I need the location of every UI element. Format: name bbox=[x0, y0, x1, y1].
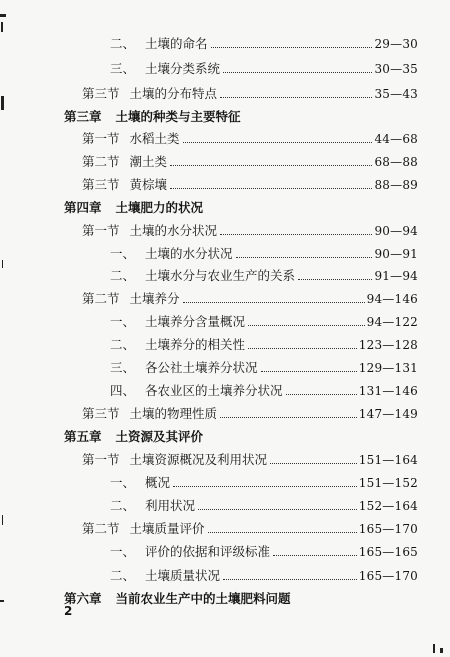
dot-leader bbox=[270, 463, 357, 464]
toc-entry-label: 二、 bbox=[110, 568, 136, 583]
toc-entry bbox=[110, 383, 418, 399]
toc-entry-label: 一、 bbox=[110, 475, 136, 490]
toc-entry-title: 各农业区的土壤养分状况 bbox=[145, 383, 283, 398]
toc-entry-pages: 29—30 bbox=[374, 37, 418, 51]
toc-entry-label: 二、 bbox=[110, 268, 136, 283]
toc-entry-label: 一、 bbox=[110, 314, 136, 329]
scan-mark bbox=[1, 96, 4, 110]
dot-leader bbox=[198, 509, 357, 510]
toc-entry-title: 土壤肥力的状况 bbox=[115, 200, 204, 215]
scan-mark bbox=[440, 648, 443, 653]
toc-entry-title: 潮土类 bbox=[129, 154, 168, 169]
toc-entry bbox=[82, 223, 418, 239]
dot-leader bbox=[236, 257, 373, 258]
toc-entry-pages: 165—170 bbox=[358, 569, 418, 583]
toc-entry-title: 土壤养分的相关性 bbox=[145, 337, 246, 352]
toc-entry-label: 第三节 bbox=[82, 177, 120, 192]
scan-mark bbox=[0, 600, 4, 602]
toc-entry-pages: 88—89 bbox=[374, 178, 418, 192]
scan-mark bbox=[1, 22, 3, 32]
toc-entry-title: 土壤的种类与主要特征 bbox=[115, 109, 241, 124]
dot-leader bbox=[211, 47, 373, 48]
toc-entry-label: 四、 bbox=[110, 383, 136, 398]
toc-entry bbox=[82, 406, 418, 422]
toc-entry bbox=[110, 337, 418, 353]
toc-entry-pages: 147—149 bbox=[358, 407, 418, 421]
toc-entry-pages: 131—146 bbox=[358, 384, 418, 398]
toc-entry-pages: 35—43 bbox=[374, 87, 418, 101]
toc-chapter-heading bbox=[64, 429, 203, 445]
toc-entry-label: 第二节 bbox=[82, 291, 120, 306]
toc-entry bbox=[110, 568, 418, 584]
dot-leader bbox=[208, 532, 357, 533]
toc-entry-title: 土壤分类系统 bbox=[145, 61, 221, 76]
toc-entry bbox=[110, 544, 418, 560]
toc-entry-label: 第一节 bbox=[82, 131, 120, 146]
dot-leader bbox=[183, 302, 365, 303]
toc-entry bbox=[82, 452, 418, 468]
toc-entry bbox=[110, 360, 418, 376]
scan-mark bbox=[0, 14, 6, 17]
toc-entry bbox=[82, 521, 418, 537]
toc-entry bbox=[110, 246, 418, 262]
dot-leader bbox=[220, 417, 357, 418]
toc-entry-title: 各公社土壤养分状况 bbox=[145, 360, 258, 375]
dot-leader bbox=[286, 394, 357, 395]
toc-entry-pages: 91—94 bbox=[374, 269, 418, 283]
toc-entry-title: 黄棕壤 bbox=[129, 177, 168, 192]
dot-leader bbox=[173, 486, 357, 487]
toc-entry-label: 第三章 bbox=[64, 109, 102, 124]
dot-leader bbox=[248, 325, 365, 326]
toc-chapter-heading bbox=[64, 200, 203, 216]
toc-entry-label: 第六章 bbox=[64, 591, 102, 606]
toc-entry-pages: 151—164 bbox=[358, 453, 418, 467]
toc-entry-pages: 152—164 bbox=[358, 499, 418, 513]
toc-entry bbox=[82, 131, 418, 147]
dot-leader bbox=[261, 371, 357, 372]
toc-entry-label: 第三节 bbox=[82, 406, 120, 421]
toc-entry-label: 一、 bbox=[110, 246, 136, 261]
toc-entry-label: 第二节 bbox=[82, 154, 120, 169]
toc-entry-label: 第一节 bbox=[82, 223, 120, 238]
toc-entry bbox=[110, 498, 418, 514]
toc-entry-title: 土壤资源概况及利用状况 bbox=[129, 452, 268, 467]
toc-entry bbox=[82, 177, 418, 193]
toc-entry-title: 土壤的命名 bbox=[145, 36, 208, 51]
dot-leader bbox=[248, 348, 357, 349]
toc-entry bbox=[110, 36, 418, 52]
toc-entry-pages: 129—131 bbox=[358, 361, 418, 375]
toc-entry-label: 三、 bbox=[110, 360, 136, 375]
toc-entry-title: 土壤的水分状况 bbox=[145, 246, 233, 261]
toc-entry-pages: 94—122 bbox=[366, 315, 418, 329]
toc-entry-label: 二、 bbox=[110, 337, 136, 352]
dot-leader bbox=[223, 72, 372, 73]
toc-entry-label: 第四章 bbox=[64, 200, 102, 215]
toc-entry-title: 概况 bbox=[145, 475, 171, 490]
toc-entry-title: 当前农业生产中的土壤肥料问题 bbox=[115, 591, 291, 606]
toc-entry-pages: 90—94 bbox=[374, 224, 418, 238]
toc-entry-title: 利用状况 bbox=[145, 498, 196, 513]
toc-entry-pages: 165—165 bbox=[358, 545, 418, 559]
toc-entry-title: 土壤质量状况 bbox=[145, 568, 221, 583]
toc-entry bbox=[110, 268, 418, 284]
toc-entry-label: 二、 bbox=[110, 36, 136, 51]
toc-entry-pages: 165—170 bbox=[358, 522, 418, 536]
toc-entry-pages: 94—146 bbox=[366, 292, 418, 306]
toc-entry-title: 评价的依据和评级标准 bbox=[145, 544, 271, 559]
dot-leader bbox=[220, 234, 372, 235]
dot-leader bbox=[170, 165, 372, 166]
page-number: 2 bbox=[64, 604, 73, 618]
toc-entry-title: 土壤水分与农业生产的关系 bbox=[145, 268, 296, 283]
toc-entry-title: 水稻土类 bbox=[129, 131, 180, 146]
scan-mark bbox=[2, 260, 3, 268]
dot-leader bbox=[170, 188, 372, 189]
dot-leader bbox=[298, 279, 372, 280]
toc-entry-title: 土壤养分含量概况 bbox=[145, 314, 246, 329]
toc-entry-label: 第二节 bbox=[82, 521, 120, 536]
toc-entry-title: 土壤质量评价 bbox=[129, 521, 205, 536]
scan-mark bbox=[2, 515, 3, 525]
toc-entry-title: 土壤的物理性质 bbox=[129, 406, 218, 421]
toc-entry bbox=[110, 314, 418, 330]
toc-entry-title: 土资源及其评价 bbox=[115, 429, 204, 444]
toc-entry bbox=[82, 86, 418, 102]
toc-entry-title: 土壤的分布特点 bbox=[129, 86, 218, 101]
toc-chapter-heading bbox=[64, 591, 291, 607]
toc-entry-label: 第五章 bbox=[64, 429, 102, 444]
toc-entry-label: 第一节 bbox=[82, 452, 120, 467]
toc-entry bbox=[110, 475, 418, 491]
dot-leader bbox=[273, 555, 357, 556]
toc-entry-label: 第三节 bbox=[82, 86, 120, 101]
scan-mark bbox=[433, 644, 435, 653]
dot-leader bbox=[220, 97, 372, 98]
toc-entry-label: 二、 bbox=[110, 498, 136, 513]
toc-entry-title: 土壤养分 bbox=[129, 291, 180, 306]
toc-entry-pages: 123—128 bbox=[358, 338, 418, 352]
toc-entry-pages: 90—91 bbox=[374, 247, 418, 261]
toc-entry-pages: 30—35 bbox=[374, 62, 418, 76]
dot-leader bbox=[183, 142, 373, 143]
toc-entry-label: 三、 bbox=[110, 61, 136, 76]
toc-chapter-heading bbox=[64, 109, 241, 125]
toc-entry bbox=[82, 291, 418, 307]
toc-entry-title: 土壤的水分状况 bbox=[129, 223, 218, 238]
toc-entry-pages: 44—68 bbox=[374, 132, 418, 146]
toc-entry-pages: 151—152 bbox=[358, 476, 418, 490]
toc-entry bbox=[110, 61, 418, 77]
toc-entry-label: 一、 bbox=[110, 544, 136, 559]
toc-entry-pages: 68—88 bbox=[374, 155, 418, 169]
toc-entry bbox=[82, 154, 418, 170]
dot-leader bbox=[223, 579, 357, 580]
